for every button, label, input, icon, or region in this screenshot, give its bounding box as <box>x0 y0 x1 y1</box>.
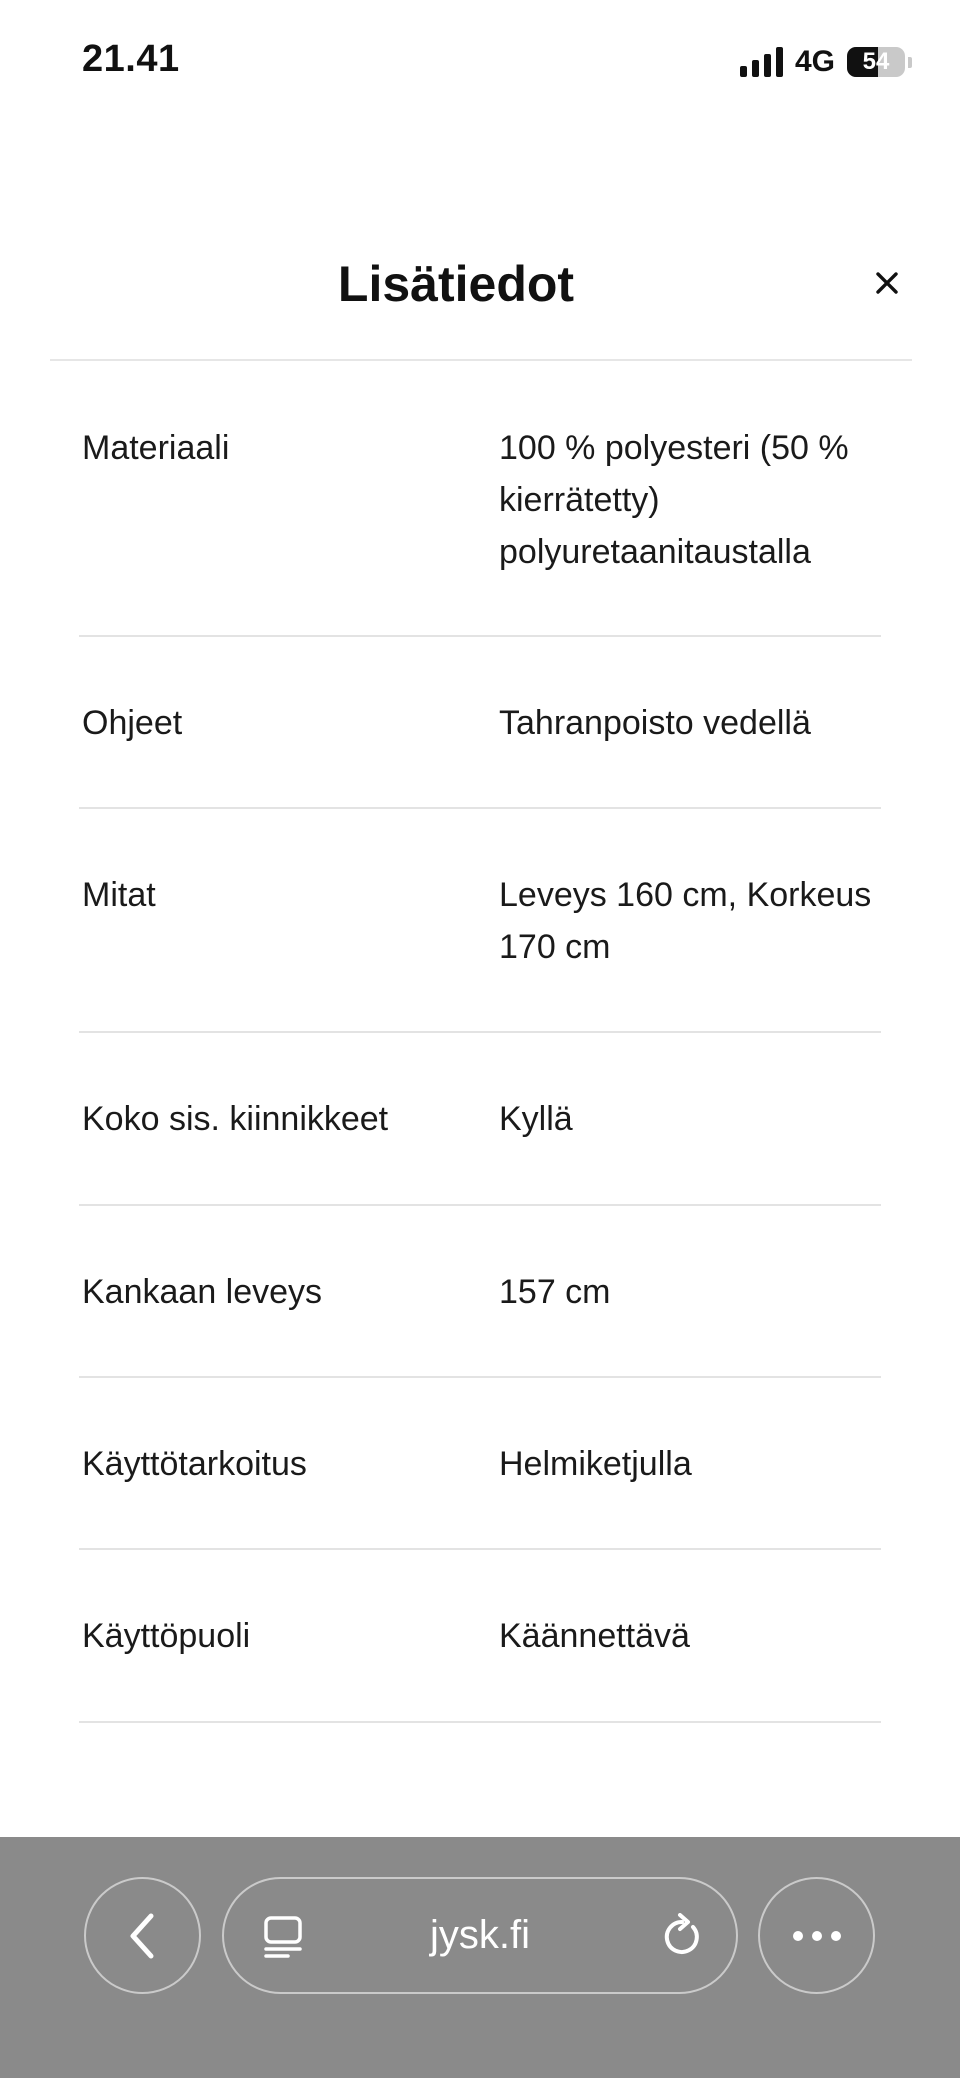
status-indicators <box>740 44 912 80</box>
details-list <box>79 361 881 1723</box>
address-bar[interactable] <box>222 1877 738 1994</box>
battery-level: 54 <box>862 48 890 75</box>
detail-row-mitat <box>79 809 881 1033</box>
status-time: 21.41 <box>82 38 180 80</box>
modal-title: Lisätiedot <box>337 256 575 312</box>
network-type: 4G <box>794 45 835 78</box>
detail-value: 100 % polyesteri (50 % kierrätetty) polyuretaanitaustalla <box>499 429 849 571</box>
more-icon <box>792 1930 842 1942</box>
reload-icon[interactable] <box>660 1913 704 1959</box>
close-icon <box>875 271 899 295</box>
chevron-left-icon <box>123 1910 163 1962</box>
detail-row-kankaan-leveys <box>79 1206 881 1378</box>
detail-value: Helmiketjulla <box>499 1445 692 1483</box>
url-text[interactable]: jysk.fi <box>430 1913 530 1957</box>
signal-icon <box>740 47 783 77</box>
detail-value: Käännettävä <box>499 1617 690 1655</box>
detail-row-koko <box>79 1033 881 1206</box>
detail-value: 157 cm <box>499 1273 611 1311</box>
detail-value: Kyllä <box>499 1100 573 1138</box>
detail-row-kayttopuoli <box>79 1550 881 1723</box>
detail-label: Kankaan leveys <box>82 1273 323 1311</box>
detail-label: Käyttöpuoli <box>82 1617 251 1655</box>
back-button[interactable] <box>84 1877 201 1994</box>
detail-value: Leveys 160 cm, Korkeus 170 cm <box>499 876 872 966</box>
more-button[interactable] <box>758 1877 875 1994</box>
battery-icon <box>847 47 905 77</box>
detail-label: Koko sis. kiinnikkeet <box>82 1100 389 1138</box>
detail-label: Ohjeet <box>82 704 183 742</box>
status-bar <box>0 0 960 120</box>
detail-label: Mitat <box>82 876 156 914</box>
browser-toolbar <box>0 1837 960 2078</box>
close-button[interactable] <box>862 258 912 308</box>
detail-value: Tahranpoisto vedellä <box>499 704 811 742</box>
detail-row-materiaali <box>79 361 881 637</box>
detail-row-kayttotarkoitus <box>79 1378 881 1550</box>
detail-row-ohjeet <box>79 637 881 809</box>
battery-tip <box>908 57 912 68</box>
detail-label: Materiaali <box>82 429 230 467</box>
detail-label: Käyttötarkoitus <box>82 1445 307 1483</box>
